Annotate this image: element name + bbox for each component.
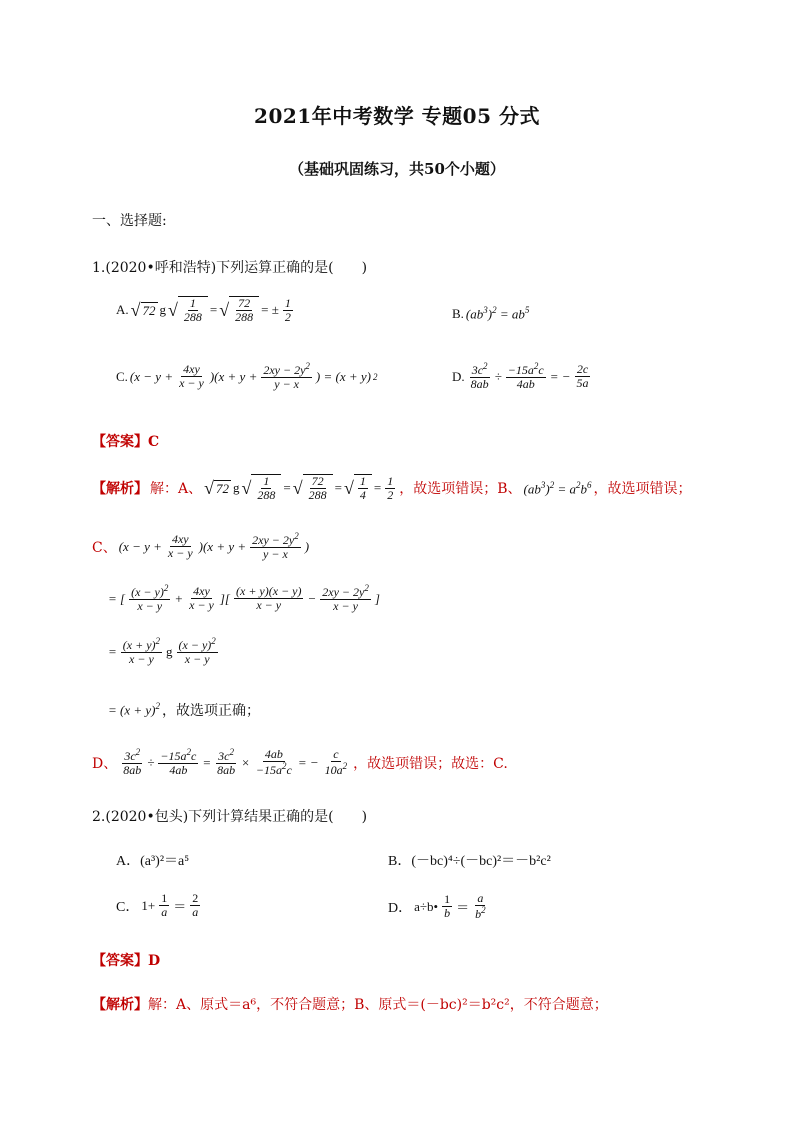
q1-analysis-d-prefix: D、: [92, 755, 118, 772]
q1-answer-value: C: [148, 434, 160, 450]
q1-answer: [92, 431, 159, 451]
q1-analysis-c-end: ，故选项正确；: [162, 703, 260, 719]
q1-analysis-d-suffix: ，故选项错误；故选：C.: [353, 755, 508, 772]
q1-analysis-c-step-2: = [ $\frac{(x - y)^2}{x - y}$ + $\frac{4xy}{x - y}$ ][ $\frac{(x + y)(x - y)}{x - y}$ − $\frac{2xy - 2y^2}{x - y}$ ]: [108, 583, 380, 614]
q2-answer: [92, 950, 160, 970]
q1-analysis-a-formula: √ 72 g √ $\frac{1}{288}$ = √ $\frac{72}{288}$ = √ $\frac{1}{4}$ = $\frac{1}{2}$: [204, 473, 394, 503]
q1-analysis-tag: 【解析】: [92, 481, 148, 498]
q1-analysis-a-prefix: 解：A、: [150, 481, 203, 498]
q1-option-b: [452, 305, 529, 322]
q1-option-a-formula: √ 72 g √ $\frac{1}{288}$ = √ $\frac{72}{288}$ = ± $\frac{1}{2}$: [130, 295, 291, 325]
section-heading: 一、选择题:: [92, 213, 167, 229]
q1-analysis-c-step-3: = $\frac{(x + y)^2}{x - y}$ g $\frac{(x - y)^2}{x - y}$: [108, 636, 216, 667]
q1-analysis-c-line-3: [108, 637, 220, 666]
q1-analysis-d-line: [92, 748, 508, 777]
q1-analysis-line-1: [92, 474, 691, 502]
q1-option-c-formula: (x − y + $\frac{4xy}{x - y}$ )(x + y + $\frac{2xy - 2y^2}{y - x}$ ) = (x + y) 2: [129, 361, 378, 392]
q2-option-c: [116, 892, 202, 919]
question-2-stem: 2.(2020•包头)下列计算结果正确的是( ): [92, 809, 368, 825]
q2-option-a: A．(a³)²＝a⁵: [116, 854, 190, 869]
q2-analysis-text: 解：A、原式＝a⁶，不符合题意；B、原式＝(－bc)²＝b²c²，不符合题意；: [148, 997, 608, 1013]
q1-option-a-label: A.: [116, 302, 129, 318]
q1-analysis-c-line-4: [108, 700, 260, 720]
q2-option-c-formula: 1+ $\frac{1}{a}$ ＝ $\frac{2}{a}$: [141, 891, 199, 920]
q1-option-c-label: C.: [116, 368, 128, 384]
q1-option-b-formula: $(ab^3)^2 = ab^5$: [465, 305, 530, 322]
q1-analysis-d-formula: $\frac{3c^2}{8ab}$ ÷ $\frac{-15a^2c}{4ab}$ = $\frac{3c^2}{8ab}$ × $\frac{4ab}{-15a^2c}$ = − $\frac{c}{10a^2}$: [123, 747, 348, 778]
q1-analysis-c-line-1: [92, 532, 309, 561]
page-title: 2021年中考数学 专题05 分式: [254, 104, 540, 128]
q2-analysis-tag: 【解析】: [92, 997, 148, 1013]
q1-analysis-c-step-4: = $(x + y)^2$: [108, 701, 160, 718]
q2-answer-tag: 【答案】: [92, 953, 148, 969]
q1-analysis-a-suffix: ，故选项错误；B、: [399, 481, 522, 498]
q2-option-d-formula: a÷b• $\frac{1}{b}$ ＝ $\frac{a}{b^2}$: [414, 891, 486, 922]
page-subtitle: （基础巩固练习，共50个小题）: [289, 160, 505, 178]
q1-analysis-c-line-2: [108, 584, 380, 613]
q2-answer-value: D: [148, 953, 161, 969]
question-1-stem: 1.(2020•呼和浩特)下列运算正确的是( ): [92, 260, 368, 276]
q2-option-c-label: C．: [116, 899, 140, 915]
q2-analysis: [92, 994, 608, 1014]
q1-option-d-label: D.: [452, 368, 465, 384]
q1-analysis-c-step-1: (x − y + $\frac{4xy}{x - y}$ )(x + y + $\frac{2xy - 2y^2}{y - x}$ ): [118, 531, 310, 562]
q1-option-d: [452, 362, 593, 391]
q1-option-a: [116, 296, 295, 324]
q1-option-c: [116, 362, 378, 391]
q1-analysis-b-suffix: ，故选项错误；: [593, 481, 692, 498]
q2-option-d-label: D．: [388, 900, 413, 916]
q2-option-b: B．(－bc)⁴÷(－bc)²＝－b²c²: [388, 854, 551, 869]
q1-analysis-b-formula: $(ab^3)^2 = a^2b^6$: [523, 479, 592, 496]
q2-option-d: [388, 892, 490, 921]
q1-option-d-formula: $\frac{3c^2}{8ab}$ ÷ $\frac{-15a^2c}{4ab}$ = − $\frac{2c}{5a}$: [470, 361, 589, 392]
q1-answer-tag: 【答案】: [92, 434, 148, 450]
q1-analysis-c-prefix: C、: [92, 539, 117, 556]
q1-option-b-label: B.: [452, 305, 464, 321]
